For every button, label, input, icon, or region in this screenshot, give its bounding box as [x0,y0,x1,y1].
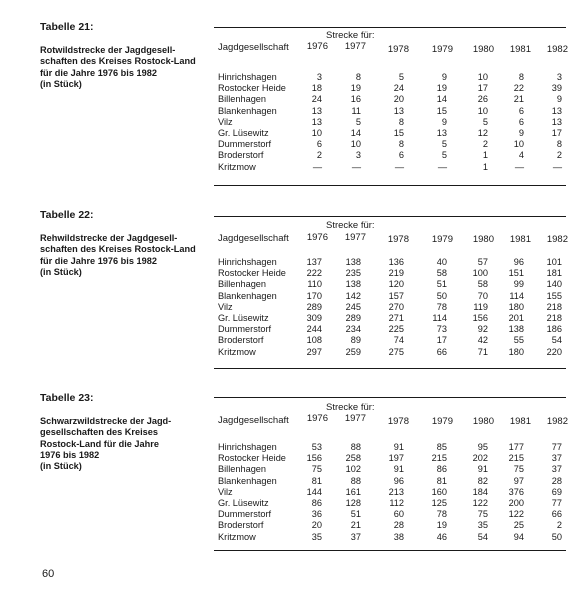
table-cell: 10 [513,139,524,150]
row-label: Rostocker Heide [218,268,286,279]
year-header: 1982 [546,234,568,245]
column-label: Jagdgesellschaft [218,415,289,426]
page-number: 60 [42,568,55,580]
table-cell: 12 [477,127,488,138]
table-cell: 186 [546,324,562,335]
table-cell: 128 [345,497,361,508]
table-cell: 258 [345,453,361,464]
table-cell: 60 [393,509,404,520]
table-row [214,291,566,302]
table-cell: 38 [393,531,404,542]
table-cell: 3 [556,72,562,82]
table-cell: 91 [393,442,404,452]
table-body [214,442,566,543]
row-label: Kritzmow [218,161,256,172]
table-cell: 144 [306,486,322,497]
table-cell: 14 [350,127,361,138]
table-cell: 180 [508,346,524,357]
row-label: Billenhagen [218,94,267,105]
strecke-label: Strecke für: [326,30,375,41]
table-cell: 81 [311,475,322,486]
table-cell: 21 [513,94,524,105]
table-cell: — [437,161,447,172]
table-cell: 50 [436,290,447,301]
column-label: Jagdgesellschaft [218,233,289,244]
year-header: 1979 [431,416,453,427]
table-cell: 180 [508,301,524,312]
table-cell: 6 [316,139,322,150]
row-label: Kritzmow [218,346,256,357]
table-cell: 138 [345,257,361,267]
table-cell: — [312,161,322,172]
table-cell: 10 [477,72,488,82]
table-cell: 138 [508,324,524,335]
table-cell: 21 [350,520,361,531]
table-row [214,313,566,324]
table-body [214,257,566,358]
table-row [214,139,566,150]
table-row [214,94,566,105]
year-header: 1981 [509,234,531,245]
table-cell: 225 [388,324,404,335]
table-cell: 297 [306,346,322,357]
table-cell: 13 [551,116,562,127]
table-cell: 219 [388,268,404,279]
table-cell: 8 [556,139,562,150]
row-label: Billenhagen [218,279,267,290]
table-cell: 88 [350,475,361,486]
table-cell: 5 [398,72,404,82]
table-caption-block [40,22,215,90]
year-header: 1981 [509,416,531,427]
table-cell: 35 [311,531,322,542]
table-cell: 6 [518,105,524,116]
strecke-label: Strecke für: [326,220,375,231]
table-cell: 8 [355,72,361,82]
table-cell: 85 [436,442,447,452]
table-cell: 51 [350,509,361,520]
table-cell: 24 [311,94,322,105]
year-header: 1980 [472,416,494,427]
table-cell: 289 [306,301,322,312]
row-label: Broderstorf [218,335,264,346]
year-header: 1982 [546,44,568,55]
table-cell: 100 [472,268,488,279]
table-cell: 20 [311,520,322,531]
year-header: 1976 [306,413,328,424]
table-cell: 15 [436,105,447,116]
year-header: 1978 [387,44,409,55]
table-cell: 215 [508,453,524,464]
table-cell: 222 [306,268,322,279]
table-cell: 102 [345,464,361,475]
row-label: Hinrichshagen [218,257,277,267]
table-cell: 55 [513,335,524,346]
table-row [214,302,566,313]
table-cell: 39 [551,83,562,94]
row-label: Gr. Lüsewitz [218,127,269,138]
table-cell: 9 [441,72,447,82]
table-cell: 66 [436,346,447,357]
table-cell: 110 [307,279,322,290]
year-header: 1978 [387,416,409,427]
table-cell: 28 [551,475,562,486]
table-row [214,324,566,335]
row-label: Hinrichshagen [218,442,277,452]
table-cell: 88 [350,442,361,452]
table-row [214,476,566,487]
table-cell: 2 [556,520,562,531]
row-label: Gr. Lüsewitz [218,497,269,508]
table-cell: 66 [551,509,562,520]
table-cell: 218 [546,301,562,312]
table-cell: 19 [436,520,447,531]
table-cell: 57 [477,257,488,267]
table-cell: 11 [351,105,361,116]
table-cell: 14 [436,94,447,105]
table-cell: 54 [551,335,562,346]
table-row [214,347,566,358]
table-cell: 74 [393,335,404,346]
table-cell: 78 [436,301,447,312]
year-header: 1981 [509,44,531,55]
table-cell: 54 [477,531,488,542]
table-cell: 96 [513,257,524,267]
table-cell: 86 [311,497,322,508]
table-cell: 120 [388,279,404,290]
table-cell: 53 [311,442,322,452]
table-cell: 77 [551,442,562,452]
table-cell: 70 [477,290,488,301]
row-label: Vilz [218,116,233,127]
year-header: 1976 [306,41,328,52]
table-cell: 2 [556,150,562,161]
table-cell: 8 [518,72,524,82]
table-cell: 36 [311,509,322,520]
table-cell: 73 [436,324,447,335]
table-row [214,498,566,509]
table-cell: 6 [398,150,404,161]
table-cell: 181 [546,268,562,279]
row-label: Rostocker Heide [218,83,286,94]
table-cell: 13 [551,105,562,116]
table-cell: 19 [350,83,361,94]
table-cell: 17 [551,127,562,138]
table-cell: 89 [350,335,361,346]
table-cell: 91 [393,464,404,475]
table-bottom-rule [214,550,566,551]
table-cell: 5 [482,116,488,127]
table-title: Tabelle 21: [40,21,94,33]
year-header: 1980 [472,44,494,55]
table-cell: 160 [431,486,447,497]
table-cell: 46 [436,531,447,542]
table-cell: 197 [388,453,404,464]
table-cell: 94 [513,531,524,542]
table-cell: 97 [513,475,524,486]
table-cell: 69 [551,486,562,497]
year-header: 1979 [431,44,453,55]
table-cell: 9 [556,94,562,105]
table-cell: 13 [436,127,447,138]
table-cell: 91 [477,464,488,475]
year-header: 1980 [472,234,494,245]
table-cell: 1 [482,161,488,172]
table-row [214,335,566,346]
table-top-rule [214,216,566,217]
table-cell: 18 [311,83,322,94]
table-row [214,162,566,173]
table-cell: 220 [546,346,562,357]
column-label: Jagdgesellschaft [218,42,289,53]
table-cell: 142 [345,290,361,301]
table-cell: 112 [389,497,404,508]
table-cell: 37 [551,464,562,475]
table-cell: 4 [518,150,524,161]
year-header: 1982 [546,416,568,427]
table-cell: — [394,161,404,172]
table-row [214,257,566,268]
row-label: Vilz [218,301,233,312]
table-row [214,453,566,464]
row-label: Broderstorf [218,150,264,161]
table-cell: 3 [316,72,322,82]
table-cell: 101 [546,257,562,267]
table-cell: 213 [388,486,404,497]
year-header: 1977 [344,413,366,424]
table-cell: 10 [477,105,488,116]
table-cell: 137 [306,257,322,267]
table-row [214,509,566,520]
table-body [214,72,566,173]
table-row [214,128,566,139]
table-cell: 95 [477,442,488,452]
table-cell: 75 [477,509,488,520]
table-row [214,520,566,531]
row-label: Kritzmow [218,531,256,542]
table-cell: 2 [482,139,488,150]
row-label: Rostocker Heide [218,453,286,464]
row-label: Dummerstorf [218,509,272,520]
table-title: Tabelle 23: [40,392,94,404]
table-cell: 16 [350,94,361,105]
table-cell: 78 [436,509,447,520]
table-cell: 10 [350,139,361,150]
table-cell: 161 [345,486,361,497]
table-cell: 81 [436,475,447,486]
table-cell: 201 [508,312,524,323]
table-row [214,532,566,543]
table-cell: 5 [355,116,361,127]
row-label: Vilz [218,486,233,497]
row-label: Hinrichshagen [218,72,277,82]
table-cell: 99 [513,279,524,290]
table-cell: 275 [388,346,404,357]
table-cell: 28 [393,520,404,531]
row-label: Blankenhagen [218,290,277,301]
table-cell: 58 [436,268,447,279]
table-cell: — [351,161,361,172]
year-header: 1976 [306,232,328,243]
row-label: Billenhagen [218,464,267,475]
table-cell: 25 [513,520,524,531]
table-cell: 5 [441,150,447,161]
table-cell: 35 [477,520,488,531]
table-cell: 376 [508,486,524,497]
table-row [214,106,566,117]
table-cell: 200 [508,497,524,508]
row-label: Blankenhagen [218,475,277,486]
table-cell: 24 [393,83,404,94]
table-cell: 170 [306,290,322,301]
table-bottom-rule [214,368,566,369]
table-cell: 270 [388,301,404,312]
table-cell: 156 [306,453,322,464]
table-cell: 114 [509,290,524,301]
table-cell: 86 [436,464,447,475]
table-row [214,150,566,161]
table-cell: 13 [311,116,322,127]
table-caption-block [40,393,215,472]
table-title: Tabelle 22: [40,209,94,221]
table-top-rule [214,397,566,398]
year-header: 1978 [387,234,409,245]
table-cell: 40 [436,257,447,267]
table-cell: 125 [431,497,447,508]
table-cell: 75 [513,464,524,475]
table-cell: 8 [398,139,404,150]
table-cell: 235 [345,268,361,279]
table-cell: 244 [306,324,322,335]
strecke-label: Strecke für: [326,402,375,413]
table-cell: 136 [388,257,404,267]
table-cell: 140 [546,279,562,290]
table-cell: 26 [477,94,488,105]
table-cell: 50 [551,531,562,542]
table-row [214,268,566,279]
table-cell: 19 [436,83,447,94]
table-caption-block [40,210,215,278]
table-cell: 77 [551,497,562,508]
table-cell: 122 [508,509,524,520]
year-header: 1977 [344,41,366,52]
row-label: Broderstorf [218,520,264,531]
table-cell: 2 [316,150,322,161]
table-cell: 245 [345,301,361,312]
table-cell: — [514,161,524,172]
table-cell: 177 [508,442,524,452]
year-header: 1977 [344,232,366,243]
table-cell: 20 [393,94,404,105]
table-cell: 17 [436,335,447,346]
table-cell: 3 [355,150,361,161]
table-cell: 92 [477,324,488,335]
table-cell: 6 [518,116,524,127]
table-row [214,279,566,290]
table-cell: 289 [345,312,361,323]
table-row [214,487,566,498]
table-row [214,117,566,128]
table-cell: 119 [473,301,488,312]
year-header: 1979 [431,234,453,245]
table-cell: 13 [393,105,404,116]
table-cell: 37 [350,531,361,542]
table-cell: — [552,161,562,172]
table-cell: 1 [482,150,488,161]
table-cell: 108 [306,335,322,346]
row-label: Dummerstorf [218,139,272,150]
table-cell: 9 [441,116,447,127]
table-cell: 184 [472,486,488,497]
table-cell: 155 [546,290,562,301]
table-cell: 75 [311,464,322,475]
table-cell: 9 [518,127,524,138]
table-cell: 22 [513,83,524,94]
table-cell: 156 [472,312,488,323]
table-cell: 157 [388,290,404,301]
table-cell: 309 [306,312,322,323]
table-cell: 122 [472,497,488,508]
table-caption: Schwarzwildstrecke der Jagd- gesellschaften des Kreises Rostock-Land für die Jahre 1976 bis 1982 (in Stück) [40,416,172,472]
table-cell: 114 [432,312,447,323]
table-cell: 15 [393,127,404,138]
table-bottom-rule [214,185,566,186]
table-cell: 151 [508,268,524,279]
table-cell: 218 [546,312,562,323]
row-label: Dummerstorf [218,324,272,335]
table-row [214,83,566,94]
table-top-rule [214,27,566,28]
row-label: Gr. Lüsewitz [218,312,269,323]
table-cell: 71 [477,346,488,357]
table-cell: 42 [477,335,488,346]
table-cell: 37 [551,453,562,464]
table-cell: 82 [477,475,488,486]
row-label: Blankenhagen [218,105,277,116]
table-row [214,442,566,453]
table-row [214,464,566,475]
table-cell: 202 [472,453,488,464]
table-cell: 58 [477,279,488,290]
table-row [214,72,566,83]
table-cell: 17 [477,83,488,94]
table-cell: 271 [388,312,404,323]
table-cell: 51 [436,279,447,290]
table-cell: 8 [398,116,404,127]
table-cell: 234 [345,324,361,335]
table-cell: 13 [311,105,322,116]
table-cell: 96 [393,475,404,486]
table-cell: 215 [431,453,447,464]
table-caption: Rotwildstrecke der Jagdgesell- schaften des Kreises Rostock-Land für die Jahre 1976 bis 1982 (in Stück) [40,45,196,89]
table-cell: 259 [345,346,361,357]
table-cell: 138 [345,279,361,290]
table-caption: Rehwildstrecke der Jagdgesell- schaften des Kreises Rostock-Land für die Jahre 1976 bis 1982 (in Stück) [40,233,196,277]
table-cell: 5 [441,139,447,150]
table-cell: 10 [311,127,322,138]
